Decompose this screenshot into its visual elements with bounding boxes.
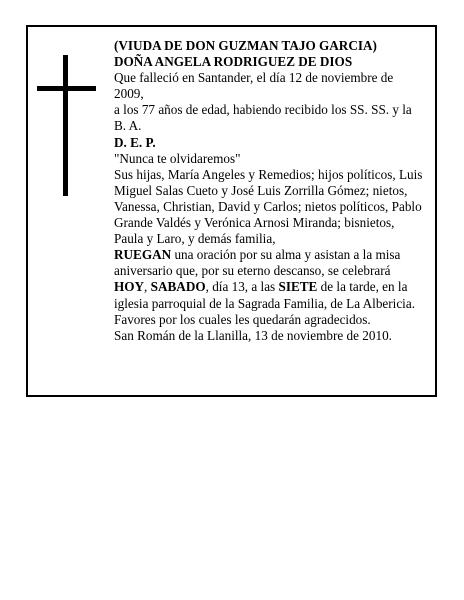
widow-of-line: (VIUDA DE DON GUZMAN TAJO GARCIA) <box>114 38 377 53</box>
rip-line: D. E. P. <box>114 134 156 150</box>
sabado-word: SABADO <box>150 279 206 295</box>
age-statement: a los 77 años de edad, habiendo recibido los SS. SS. y la B. A. <box>114 102 412 134</box>
deceased-name: DOÑA ANGELA RODRIGUEZ DE DIOS <box>114 54 353 70</box>
place-and-date: San Román de la Llanilla, 13 de noviembre de 2010. <box>114 327 392 343</box>
mass-request-text-3: , día 13, a las <box>205 279 279 295</box>
mass-request-text-4: de la tarde, en la iglesia parroquial de la Sagrada Familia, de La Albericia. Favores por los cuales les quedarán agradecidos. <box>114 279 416 327</box>
hoy-word: HOY <box>114 279 145 295</box>
siete-word: SIETE <box>278 279 318 295</box>
mass-request-text-2: , <box>144 279 151 295</box>
memorial-quote: "Nunca te olvidaremos" <box>114 150 241 166</box>
obituary-text <box>114 38 424 344</box>
cross-icon <box>63 55 68 196</box>
ruegan-word: RUEGAN <box>114 247 172 263</box>
mass-request-text-1: una oración por su alma y asistan a la misa aniversario que, por su eterno descanso, se celebrará <box>114 247 401 279</box>
cross-icon-crossbar <box>37 86 96 91</box>
family-list: Sus hijas, María Angeles y Remedios; hijos políticos, Luis Miguel Salas Cueto y José Luis Zorrilla Gómez; nietos, Vanessa, Christian, David y Carlos; nietos políticos, Pablo Grande Valdés y Verónica Arnosi Miranda; bisnietos, Paula y Laro, y demás familia, <box>114 166 423 247</box>
death-statement: Que falleció en Santander, el día 12 de noviembre de 2009, <box>114 70 394 102</box>
mass-request <box>114 247 424 327</box>
